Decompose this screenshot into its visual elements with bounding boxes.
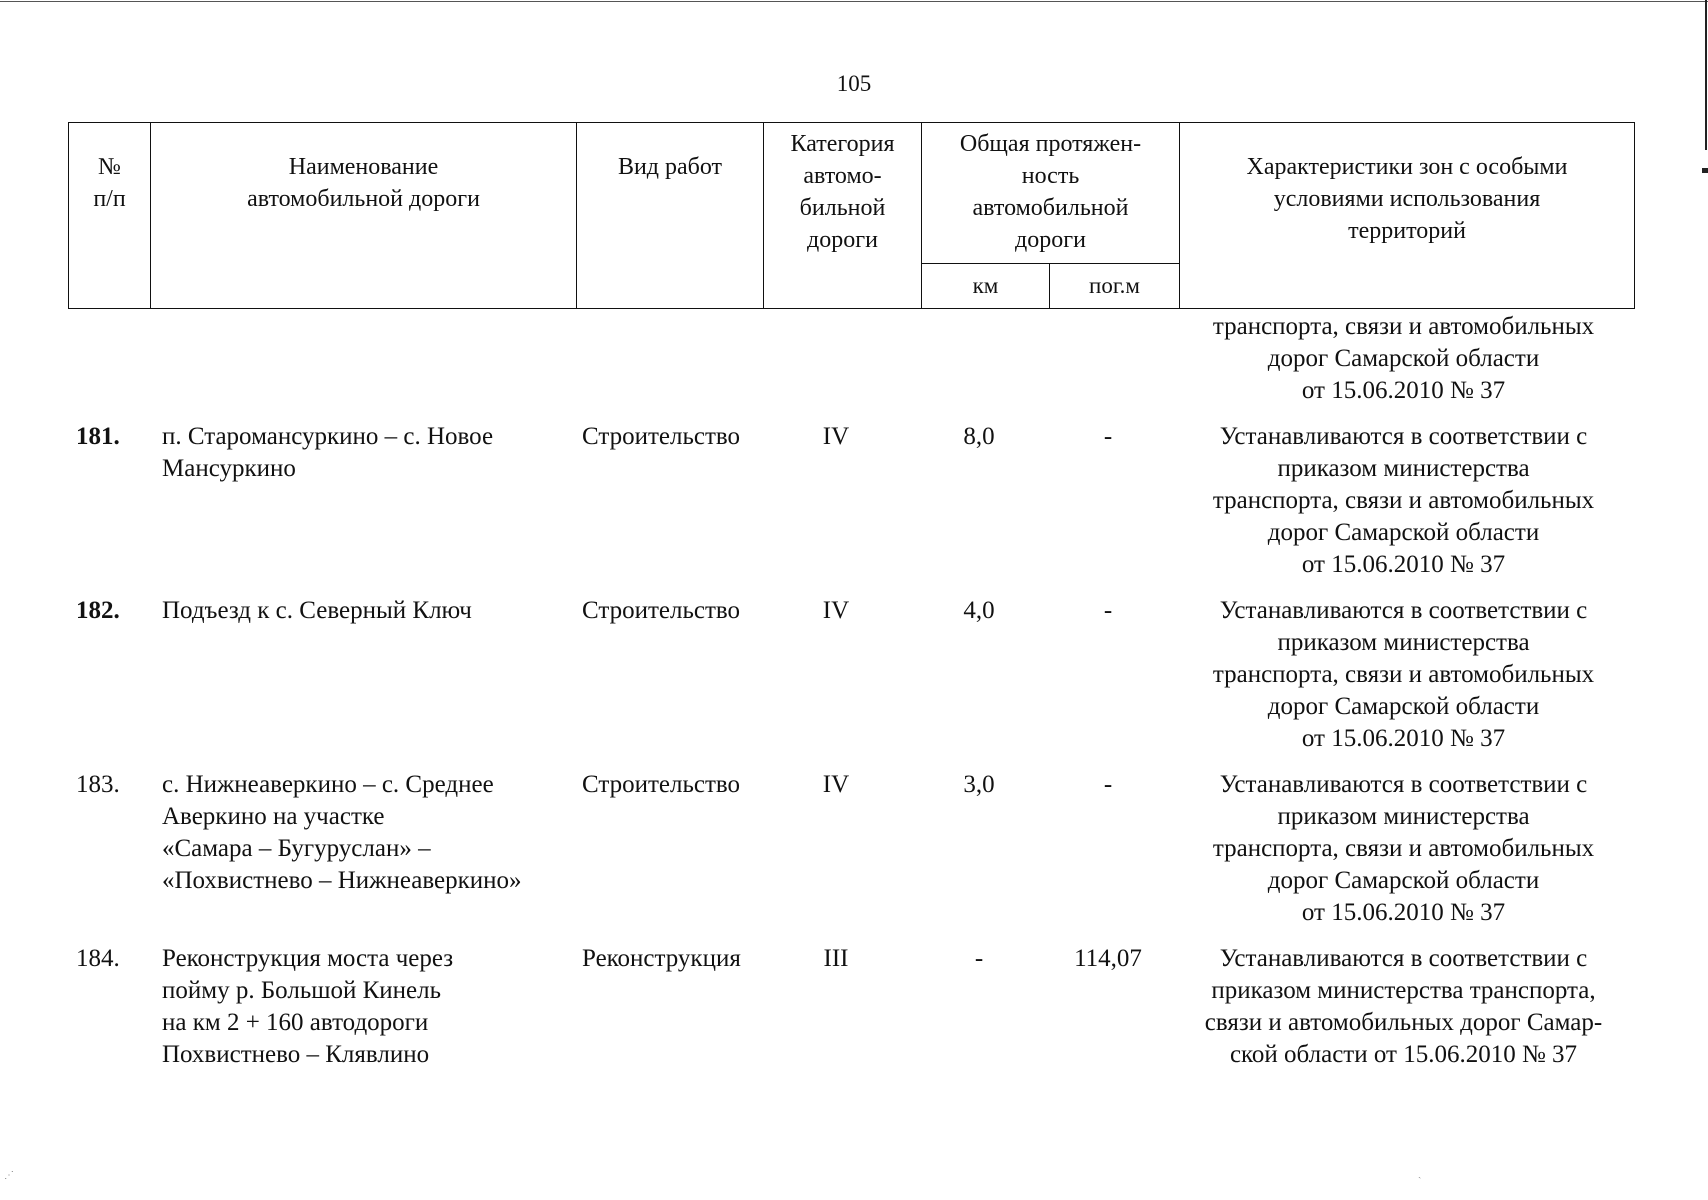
header-road-name: Наименование автомобильной дороги <box>151 123 577 309</box>
zone-characteristics: Устанавливаются в соответствии с приказом министерства транспорта, связи и автомобильных дорог Самарской области от 15.06.2010 № 37 <box>1212 597 1595 752</box>
table-row <box>68 943 1634 1071</box>
header-pog-m: пог.м <box>1050 264 1180 309</box>
header-work-type: Вид работ <box>577 123 764 309</box>
zone-characteristics: Устанавливаются в соответствии с приказом министерства транспорта, связи и автомобильных дорог Самарской области от 15.06.2010 № 37 <box>1212 771 1595 926</box>
zone-characteristics: Устанавливаются в соответствии с приказом министерства транспорта, связи и автомобильных дорог Самар- ской области от 15.06.2010 № 37 <box>1204 945 1603 1068</box>
length-pog-m: - <box>1103 423 1113 450</box>
row-number: 184. <box>76 945 120 972</box>
work-type: Реконструкция <box>582 945 741 972</box>
road-category: IV <box>822 423 850 450</box>
page-number: 105 <box>836 71 872 96</box>
length-km: - <box>974 945 984 972</box>
road-category: IV <box>822 771 850 798</box>
table-body <box>68 311 1634 1085</box>
road-category: III <box>823 945 849 972</box>
length-km: 4,0 <box>963 597 995 624</box>
zone-characteristics: Устанавливаются в соответствии с приказом министерства транспорта, связи и автомобильных дорог Самарской области от 15.06.2010 № 37 <box>1212 423 1595 578</box>
table-row <box>68 769 1634 929</box>
road-name: Реконструкция моста через пойму р. Большой Кинель на км 2 + 160 автодороги Похвистнево – Клявлино <box>162 945 454 1068</box>
continuation-characteristics: транспорта, связи и автомобильных дорог Самарской области от 15.06.2010 № 37 <box>1212 313 1595 404</box>
work-type: Строительство <box>582 771 741 798</box>
header-total-length: Общая протяжен- ность автомобильной дороги <box>922 123 1180 264</box>
header-km: км <box>922 264 1050 309</box>
row-number: 181. <box>76 423 120 450</box>
scan-speck: ˏ <box>1418 1168 1422 1179</box>
length-pog-m: - <box>1103 771 1113 798</box>
row-number: 183. <box>76 771 120 798</box>
header-characteristics: Характеристики зон с особыми условиями использования территорий <box>1180 123 1635 309</box>
length-km: 3,0 <box>963 771 995 798</box>
road-category: IV <box>822 597 850 624</box>
road-name: с. Нижнеаверкино – с. Среднее Аверкино на участке «Самара – Бугуруслан» – «Похвистнево – Нижнеаверкино» <box>162 771 522 894</box>
table-header <box>68 122 1635 309</box>
table-row <box>68 595 1634 755</box>
header-category: Категория автомо- бильной дороги <box>764 123 922 309</box>
continuation-row <box>68 311 1634 407</box>
length-km: 8,0 <box>963 423 995 450</box>
row-number: 182. <box>76 597 120 624</box>
work-type: Строительство <box>582 423 741 450</box>
road-name: Подъезд к с. Северный Ключ <box>162 597 472 624</box>
length-pog-m: 114,07 <box>1074 945 1142 972</box>
scan-edge-tick <box>1702 168 1708 173</box>
work-type: Строительство <box>582 597 741 624</box>
scan-edge-line <box>0 1 1708 2</box>
length-pog-m: - <box>1103 597 1113 624</box>
road-name: п. Старомансуркино – с. Новое Мансуркино <box>162 423 494 482</box>
header-num: № п/п <box>69 123 151 309</box>
scan-speck: ⋰ <box>4 1170 14 1181</box>
table-row <box>68 421 1634 581</box>
